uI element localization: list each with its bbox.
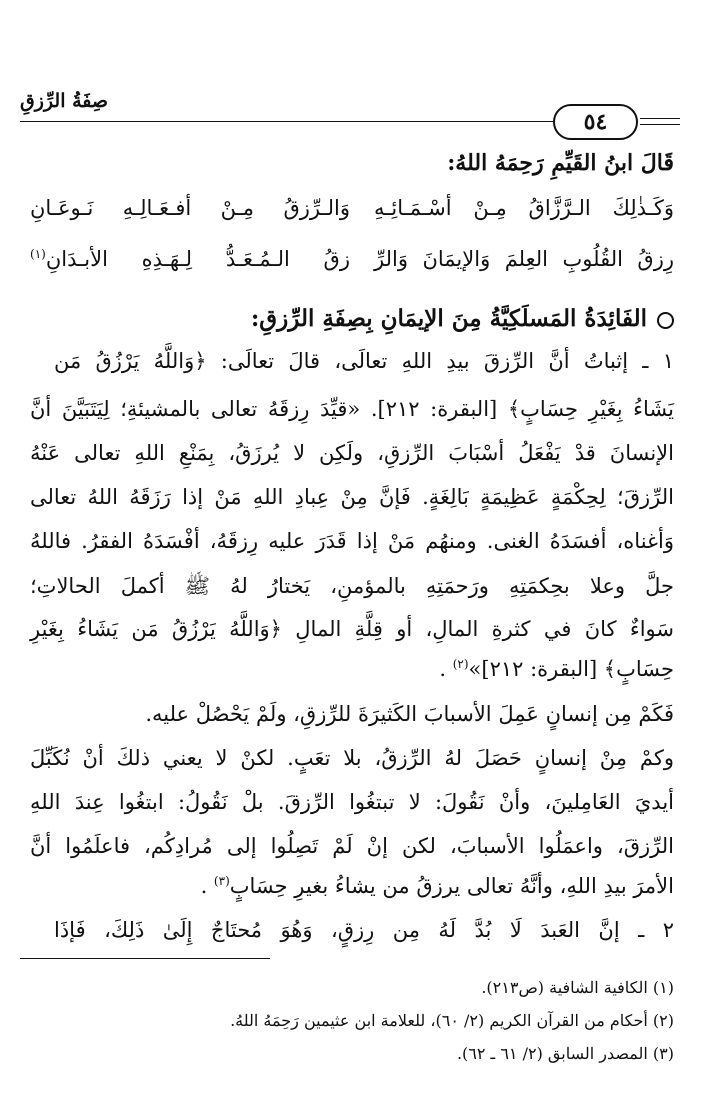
body-line-last: الأمرَ بيدِ اللهِ، وأنَّهُ تعالى يرزقُ من يشاءُ بغيرِ حِسَابٍ$^{(٣)}$ .: [200, 874, 674, 898]
body-line: ٢ ـ إنَّ العَبدَ لَا بُدَّ لَهُ مِن رِزقٍ، وَهُوَ مُحتَاجٌ إِلَىٰ ذَلِكَ، فَإذَا: [54, 918, 674, 942]
running-header-title: صِفَةُ الرِّزقِ: [20, 90, 109, 112]
footnote-3: (٣) المصدر السابق (٢/ ٦١ ـ ٦٢).: [456, 1044, 674, 1063]
section-heading-text: الفَائِدَةُ المَسلَكِيَّةُ مِنَ الإيمَانِ بِصِفَةِ الرِّزقِ:: [250, 305, 647, 332]
header-rule-double-top: [640, 118, 680, 119]
body-line: يَشَاءُ بِغَيْرِ حِسَابٍ﴾ [البقرة: ٢١٢]. «قيِّدَ رِزقَهُ تعالى بالمشيئةِ؛ لِيَتَبَيَّنَ أنَّ: [30, 397, 674, 421]
footnote-ref-3: (٣): [213, 874, 230, 888]
poem-intro: قَالَ ابنُ القَيِّمِ رَحِمَهُ اللهُ:: [447, 150, 674, 176]
body-line: فَكَمْ مِن إنسانٍ عَمِلَ الأسبابَ الكَثيرَةَ للرِّزقِ، ولَمْ يَحْصُلْ عليه.: [145, 702, 674, 726]
body-line: الرِّزقَ؛ لِحِكْمَةٍ عَظِيمَةٍ بَالِغَةٍ. فَإنَّ مِنْ عِبادِ اللهِ مَنْ إذا رَزَقَهُ اللهُ تعالى: [30, 485, 674, 509]
page-number: ٥٤: [553, 104, 638, 140]
body-line: جلَّ وعلا بحِكمَتِهِ ورَحمَتِهِ بالمؤمنِ، يَختارُ لهُ ﷺ أكملَ الحالاتِ؛: [30, 574, 674, 598]
verse-1-second-hemistich: وَالـرِّزقُ مِـنْ أفـعَـالِـهِ نَـوعَـانِ: [30, 196, 350, 220]
footnote-separator: [20, 958, 270, 959]
verse-2-second-hemistich: [30, 247, 350, 271]
header-rule-double-bottom: [640, 124, 680, 125]
verse-1-first-hemistich: وَكَـذٰلِكَ الـرَّزَّاقُ مِـنْ أسْـمَـائِـهِ: [374, 196, 674, 220]
body-line-last-text: حِسَابٍ﴾ [البقرة: ٢١٢]»: [468, 657, 674, 681]
body-line: الرِّزقَ، واعمَلُوا الأسبابَ، لكن إنْ لَمْ تَصِلُوا إلى مُرادِكُم، فاعلَمُوا أنَّ: [30, 834, 674, 858]
body-line: سَواءٌ كانَ في كثرةِ المالِ، أو قِلَّةِ المالِ ﴿وَاللَّهُ يَرْزُقُ مَن يَشَاءُ بِغَيْرِ: [30, 617, 674, 641]
body-line-last: حِسَابٍ﴾ [البقرة: ٢١٢]»$^{(٢)}$ .: [439, 657, 674, 681]
footnote-1: (١) الكافية الشافية (ص٢١٣).: [481, 978, 674, 997]
body-line: وَأغناه، أفسَدَهُ الغنى. ومنهُم مَنْ إذا قَدَرَ عليه رِزقَهُ، أفْسَدَهُ الفقرُ. فاللهُ: [30, 529, 674, 553]
footnote-ref-2: (٢): [452, 657, 469, 671]
body-line: وكمْ مِنْ إنسانٍ حَصَلَ لهُ الرِّزقُ، بلا تعَبٍ. لكنْ لا يعني ذلكَ أنْ نُكَبِّلَ: [30, 746, 674, 770]
footnote-2: (٢) أحكام من القرآن الكريم (٢/ ٦٠)، للعلامة ابن عثيمين رَحِمَهُ اللهُ.: [230, 1011, 674, 1030]
circle-bullet-icon: [657, 312, 674, 329]
footnote-ref-1: (١): [30, 247, 46, 261]
verse-2-second-text: زقُ الـمُـعَـدُّ لِـهَـذِهِ الأبـدَانِ: [45, 247, 350, 271]
verse-2-first-hemistich: رِزقُ القُلُوبِ العِلمَ وَالإيمَانَ وَالرِّ: [374, 247, 674, 271]
body-line: ١ ـ إثباتُ أنَّ الرِّزقَ بيدِ اللهِ تعالَى، قالَ تعالَى: ﴿وَاللَّهُ يَرْزُقُ مَن: [54, 349, 674, 373]
section-heading: [251, 305, 674, 332]
body-line: أيديَ العَامِلينَ، وأنْ نَقُولَ: لا تبتغُوا الرِّزقَ. بلْ نَقُولُ: ابتغُوا عِندَ اللهِ: [30, 790, 674, 814]
body-line: الإنسانَ قدْ يَفْعَلُ أسْبَابَ الرِّزقِ، ولَكِن لا يُرزَقُ، بِمَنْعِ اللهِ تعالى عَنْهُ: [30, 441, 674, 465]
para2-last-text: الأمرَ بيدِ اللهِ، وأنَّهُ تعالى يرزقُ من يشاءُ بغيرِ حِسَابٍ: [229, 874, 674, 898]
header-rule: [20, 121, 553, 122]
